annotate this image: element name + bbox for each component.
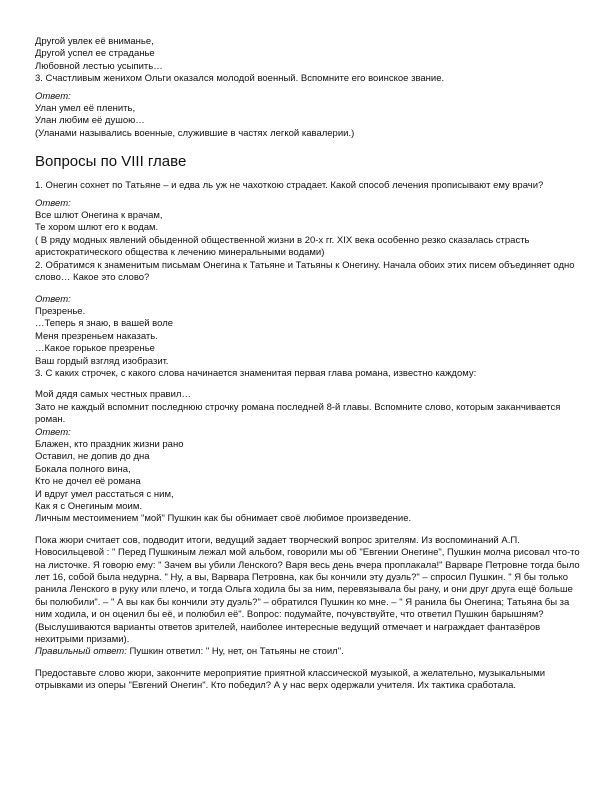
answer-label: Ответ:: [35, 90, 71, 102]
correct-answer-text: Пушкин ответил: " Ну, нет, он Татьяны не стоил".: [126, 646, 344, 658]
answer-label: Ответ:: [35, 426, 71, 438]
answer-line: Ваш гордый взгляд изобразит.: [35, 355, 169, 367]
question-1: 1. Онегин сохнет по Татьяне – и едва ль уж не чахоткою страдает. Какой способ лечения прописывают ему врачи?: [35, 180, 544, 192]
answer-line: И вдруг умел расстаться с ним,: [35, 488, 174, 500]
closing-paragraph: Предоставьте слово жюри, закончите мероприятие приятной классической музыкой, а желательно, музыкальными отрывками из оперы "Евгений Онегин". Кто победил? А у нас верх одержали учителя. Их тактика сработала.: [35, 667, 546, 692]
answer-line: Кто не дочел её романа: [35, 476, 141, 488]
answer-line: Блажен, кто праздник жизни рано: [35, 438, 184, 450]
answer-line: Улан любим её душою…: [35, 115, 145, 127]
quote-line: Мой дядя самых честных правил…: [35, 389, 191, 401]
answer-line: Презренье.: [35, 305, 86, 317]
answer-line: …Теперь я знаю, в вашей воле: [35, 318, 174, 330]
chapter-8-heading: Вопросы по VIII главе: [35, 153, 187, 171]
answer-line: Все шлют Онегина к врачам,: [35, 210, 163, 222]
answer-line: Меня презреньем наказать.: [35, 330, 158, 342]
answer-line: Как я с Онегиным моим.: [35, 501, 143, 512]
question-3-text: Зато не каждый вспомнит последнюю строчку романа последней 8-й главы. Вспомните слово, которым заканчивается роман.: [35, 401, 561, 426]
answer-note: (Уланами назывались военные, служившие в частях легкой кавалерии.): [35, 127, 355, 139]
question-2: 2. Обратимся к знаменитым письмам Онегина к Татьяне и Татьяны к Онегину. Начала обоих этих писем объединяет одно слово… Какое это слово?: [35, 259, 575, 284]
answer-line: Оставил, не допив до дна: [35, 451, 150, 463]
document-body: [35, 36, 580, 693]
verse-line: Другой успел ее страданье: [35, 48, 155, 60]
answer-label: Ответ:: [35, 293, 71, 305]
question-3-ch7: 3. Счастливым женихом Ольги оказался молодой военный. Вспомните его воинское звание.: [35, 73, 445, 85]
verse-line: Любовной лестью усыпить…: [35, 60, 163, 72]
correct-answer-label: Правильный ответ:: [35, 646, 127, 658]
verse-line: Другой увлек её вниманье,: [35, 36, 154, 47]
answer-note: ( В ряду модных явлений обыденной общественной жизни в 20-х гг. XIX века особенно резко сказалась страсть аристократического общества к лечению минеральными водами): [35, 234, 530, 259]
answer-line: …Какое горькое презренье: [35, 343, 155, 355]
jury-paragraph: Пока жюри считает сов, подводит итоги, ведущий задает творческий вопрос зрителям. Из воспоминаний А.П. Новосильцевой : " Перед Пушкиным лежал мой альбом, говорили мы об "Евгении Онегине", Пушкин молча рисовал что-то на листочке. Я говорю ему: " Зачем вы убили Ленского? Варя весь день вчера проплакала!" Варваре Петровне тогда было лет 16, собой была недурна. " Ну, а вы, Варвара Петровна, как бы кончили эту дуэль?" – спросил Пушкин. " Я бы только ранила Ленского в руку или плечо, и тогда Ольга ходила бы за ним, перевязывала бы рану, и они друг друга ещё больше бы полюбили". – " А вы как бы кончили эту дуэль?" – обратился Пушкин ко мне. – " Я ранила бы Онегина; Татьяна бы за ним ходила, и он оценил бы её, и полюбил её". Вопрос: подумайте, почувствуйте, что ответил Пушкин барышням? (Выслушиваются варианты ответов зрителей, наиболее интересные ведущий отмечает и награждает фантазёров нехитрыми призами).: [35, 534, 580, 646]
correct-answer: [35, 646, 580, 658]
answer-line: Те хором шлют его к водам.: [35, 222, 159, 234]
question-3: 3. С каких строчек, с какого слова начинается знаменитая первая глава романа, известно каждому:: [35, 367, 477, 379]
answer-line: Бокала полного вина,: [35, 463, 131, 475]
answer-line: Улан умел её пленить,: [35, 103, 136, 115]
answer-note: Личным местоимением "мой" Пушкин как бы обнимает своё любимое произведение.: [35, 513, 412, 525]
answer-label: Ответ:: [35, 197, 71, 209]
